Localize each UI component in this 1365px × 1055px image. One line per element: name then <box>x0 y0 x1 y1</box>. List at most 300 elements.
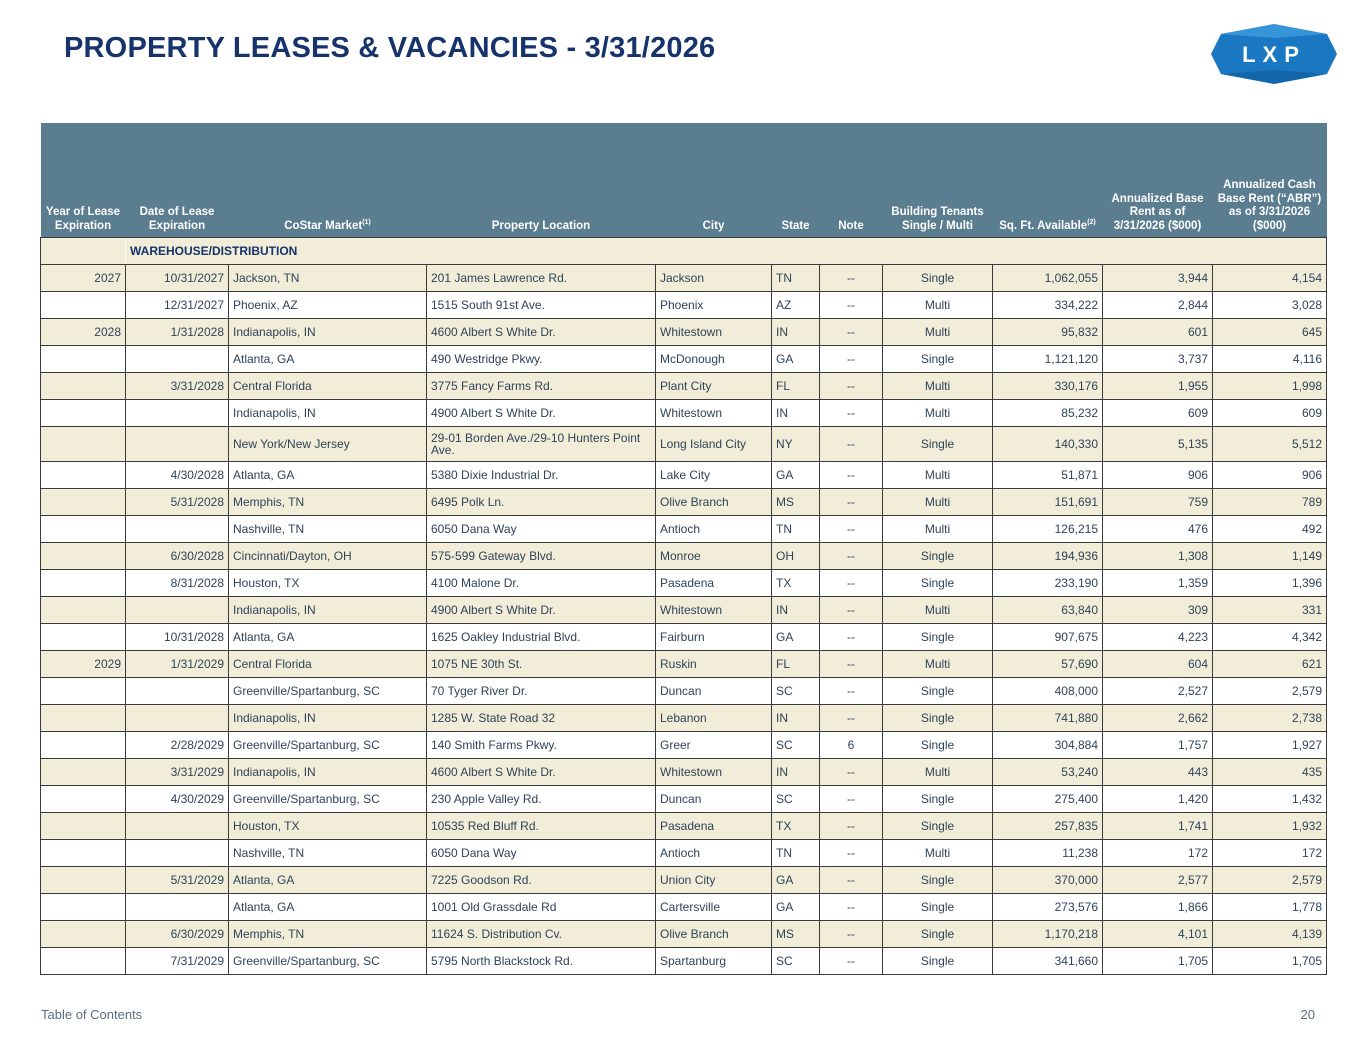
date-cell <box>126 427 229 462</box>
sqft-cell: 1,062,055 <box>993 265 1103 292</box>
table-row <box>41 867 1327 894</box>
city-cell: Whitestown <box>656 597 772 624</box>
sqft-cell: 140,330 <box>993 427 1103 462</box>
table-row <box>41 292 1327 319</box>
leases-table-wrap <box>40 123 1326 975</box>
state-cell: OH <box>772 543 820 570</box>
abr-cell: 1,757 <box>1103 732 1213 759</box>
city-cell: Olive Branch <box>656 489 772 516</box>
market-cell: Atlanta, GA <box>229 624 427 651</box>
date-cell: 1/31/2028 <box>126 319 229 346</box>
market-cell: Cincinnati/Dayton, OH <box>229 543 427 570</box>
section-row <box>41 238 1327 265</box>
cash-abr-cell: 1,998 <box>1213 373 1327 400</box>
note-cell: -- <box>820 373 883 400</box>
abr-cell: 5,135 <box>1103 427 1213 462</box>
location-cell: 6050 Dana Way <box>427 840 656 867</box>
sqft-cell: 11,238 <box>993 840 1103 867</box>
state-cell: IN <box>772 400 820 427</box>
city-cell: Plant City <box>656 373 772 400</box>
table-row <box>41 427 1327 462</box>
state-cell: GA <box>772 462 820 489</box>
table-row <box>41 489 1327 516</box>
market-cell: Indianapolis, IN <box>229 597 427 624</box>
table-row <box>41 786 1327 813</box>
table-row <box>41 894 1327 921</box>
cash-abr-cell: 621 <box>1213 651 1327 678</box>
state-cell: MS <box>772 921 820 948</box>
note-cell: -- <box>820 489 883 516</box>
table-row <box>41 651 1327 678</box>
table-row <box>41 705 1327 732</box>
market-cell: Atlanta, GA <box>229 462 427 489</box>
year-cell <box>41 813 126 840</box>
table-row <box>41 624 1327 651</box>
date-cell: 12/31/2027 <box>126 292 229 319</box>
note-cell: -- <box>820 867 883 894</box>
sqft-cell: 151,691 <box>993 489 1103 516</box>
table-row <box>41 948 1327 975</box>
note-cell: -- <box>820 948 883 975</box>
market-cell: Phoenix, AZ <box>229 292 427 319</box>
page-number: 20 <box>1300 1007 1315 1022</box>
year-cell: 2029 <box>41 651 126 678</box>
note-cell: -- <box>820 516 883 543</box>
tenants-cell: Single <box>883 624 993 651</box>
leases-table <box>40 123 1327 975</box>
market-cell: Greenville/Spartanburg, SC <box>229 786 427 813</box>
location-cell: 70 Tyger River Dr. <box>427 678 656 705</box>
note-cell: -- <box>820 543 883 570</box>
section-label: WAREHOUSE/DISTRIBUTION <box>126 238 1327 265</box>
city-cell: Olive Branch <box>656 921 772 948</box>
city-cell: Cartersville <box>656 894 772 921</box>
market-cell: Greenville/Spartanburg, SC <box>229 732 427 759</box>
note-cell: -- <box>820 462 883 489</box>
note-cell: -- <box>820 813 883 840</box>
location-cell: 4900 Albert S White Dr. <box>427 597 656 624</box>
city-cell: McDonough <box>656 346 772 373</box>
location-cell: 201 James Lawrence Rd. <box>427 265 656 292</box>
cash-abr-cell: 4,154 <box>1213 265 1327 292</box>
tenants-cell: Single <box>883 894 993 921</box>
abr-cell: 604 <box>1103 651 1213 678</box>
col-tenants: Building Tenants Single / Multi <box>883 123 993 238</box>
table-row <box>41 570 1327 597</box>
abr-cell: 1,866 <box>1103 894 1213 921</box>
note-cell: -- <box>820 265 883 292</box>
tenants-cell: Multi <box>883 319 993 346</box>
market-cell: Memphis, TN <box>229 921 427 948</box>
date-cell: 2/28/2029 <box>126 732 229 759</box>
year-cell <box>41 346 126 373</box>
abr-cell: 3,944 <box>1103 265 1213 292</box>
tenants-cell: Multi <box>883 462 993 489</box>
location-cell: 1515 South 91st Ave. <box>427 292 656 319</box>
note-cell: -- <box>820 400 883 427</box>
date-cell <box>126 894 229 921</box>
tenants-cell: Single <box>883 427 993 462</box>
cash-abr-cell: 4,116 <box>1213 346 1327 373</box>
market-cell: Atlanta, GA <box>229 894 427 921</box>
city-cell: Fairburn <box>656 624 772 651</box>
cash-abr-cell: 609 <box>1213 400 1327 427</box>
abr-cell: 601 <box>1103 319 1213 346</box>
abr-cell: 1,741 <box>1103 813 1213 840</box>
table-row <box>41 759 1327 786</box>
note-cell: -- <box>820 292 883 319</box>
location-cell: 1075 NE 30th St. <box>427 651 656 678</box>
date-cell <box>126 516 229 543</box>
date-cell <box>126 840 229 867</box>
location-cell: 5380 Dixie Industrial Dr. <box>427 462 656 489</box>
note-cell: -- <box>820 570 883 597</box>
location-cell: 230 Apple Valley Rd. <box>427 786 656 813</box>
tenants-cell: Single <box>883 786 993 813</box>
col-sqft: Sq. Ft. Available$^{(2)}$ <box>993 123 1103 238</box>
market-cell: Central Florida <box>229 373 427 400</box>
date-cell: 4/30/2029 <box>126 786 229 813</box>
date-cell: 10/31/2027 <box>126 265 229 292</box>
sqft-cell: 1,121,120 <box>993 346 1103 373</box>
city-cell: Union City <box>656 867 772 894</box>
cash-abr-cell: 1,927 <box>1213 732 1327 759</box>
location-cell: 1001 Old Grassdale Rd <box>427 894 656 921</box>
col-note: Note <box>820 123 883 238</box>
tenants-cell: Single <box>883 867 993 894</box>
sqft-cell: 257,835 <box>993 813 1103 840</box>
table-row <box>41 319 1327 346</box>
tenants-cell: Single <box>883 570 993 597</box>
market-cell: Memphis, TN <box>229 489 427 516</box>
year-cell <box>41 543 126 570</box>
tenants-cell: Single <box>883 948 993 975</box>
table-row <box>41 265 1327 292</box>
tenants-cell: Multi <box>883 651 993 678</box>
tenants-cell: Multi <box>883 373 993 400</box>
abr-cell: 309 <box>1103 597 1213 624</box>
table-row <box>41 732 1327 759</box>
note-cell: -- <box>820 786 883 813</box>
city-cell: Duncan <box>656 786 772 813</box>
table-row <box>41 516 1327 543</box>
state-cell: SC <box>772 678 820 705</box>
tenants-cell: Single <box>883 732 993 759</box>
date-cell <box>126 678 229 705</box>
date-cell: 5/31/2028 <box>126 489 229 516</box>
year-cell <box>41 489 126 516</box>
tenants-cell: Multi <box>883 489 993 516</box>
year-cell: 2028 <box>41 319 126 346</box>
tenants-cell: Multi <box>883 759 993 786</box>
year-cell: 2027 <box>41 265 126 292</box>
market-cell: Indianapolis, IN <box>229 759 427 786</box>
city-cell: Monroe <box>656 543 772 570</box>
table-row <box>41 373 1327 400</box>
cash-abr-cell: 1,432 <box>1213 786 1327 813</box>
state-cell: IN <box>772 705 820 732</box>
date-cell <box>126 813 229 840</box>
state-cell: AZ <box>772 292 820 319</box>
sqft-cell: 85,232 <box>993 400 1103 427</box>
location-cell: 490 Westridge Pkwy. <box>427 346 656 373</box>
tenants-cell: Multi <box>883 516 993 543</box>
tenants-cell: Single <box>883 265 993 292</box>
tenants-cell: Multi <box>883 292 993 319</box>
tenants-cell: Multi <box>883 400 993 427</box>
note-cell: -- <box>820 705 883 732</box>
cash-abr-cell: 331 <box>1213 597 1327 624</box>
table-row <box>41 921 1327 948</box>
abr-cell: 1,705 <box>1103 948 1213 975</box>
note-cell: -- <box>820 894 883 921</box>
state-cell: IN <box>772 319 820 346</box>
cash-abr-cell: 2,579 <box>1213 867 1327 894</box>
year-cell <box>41 867 126 894</box>
city-cell: Spartanburg <box>656 948 772 975</box>
sqft-cell: 63,840 <box>993 597 1103 624</box>
col-year: Year of Lease Expiration <box>41 123 126 238</box>
location-cell: 4600 Albert S White Dr. <box>427 319 656 346</box>
year-cell <box>41 462 126 489</box>
table-header-row <box>41 123 1327 238</box>
market-cell: Central Florida <box>229 651 427 678</box>
abr-cell: 2,662 <box>1103 705 1213 732</box>
state-cell: SC <box>772 786 820 813</box>
cash-abr-cell: 4,342 <box>1213 624 1327 651</box>
location-cell: 140 Smith Farms Pkwy. <box>427 732 656 759</box>
market-cell: New York/New Jersey <box>229 427 427 462</box>
logo-text: LXP <box>1242 42 1306 67</box>
date-cell: 3/31/2029 <box>126 759 229 786</box>
market-cell: Indianapolis, IN <box>229 319 427 346</box>
note-cell: -- <box>820 759 883 786</box>
col-market: CoStar Market$^{(1)}$ <box>229 123 427 238</box>
note-cell: -- <box>820 597 883 624</box>
note-cell: -- <box>820 427 883 462</box>
note-cell: -- <box>820 651 883 678</box>
state-cell: NY <box>772 427 820 462</box>
tenants-cell: Multi <box>883 840 993 867</box>
year-cell <box>41 705 126 732</box>
col-state: State <box>772 123 820 238</box>
cash-abr-cell: 1,149 <box>1213 543 1327 570</box>
year-cell <box>41 894 126 921</box>
sqft-cell: 126,215 <box>993 516 1103 543</box>
market-cell: Atlanta, GA <box>229 867 427 894</box>
abr-cell: 1,420 <box>1103 786 1213 813</box>
date-cell: 5/31/2029 <box>126 867 229 894</box>
sqft-cell: 1,170,218 <box>993 921 1103 948</box>
sqft-cell: 334,222 <box>993 292 1103 319</box>
note-cell: -- <box>820 319 883 346</box>
table-row <box>41 346 1327 373</box>
note-cell: -- <box>820 346 883 373</box>
city-cell: Whitestown <box>656 759 772 786</box>
abr-cell: 172 <box>1103 840 1213 867</box>
table-row <box>41 840 1327 867</box>
state-cell: GA <box>772 867 820 894</box>
date-cell: 8/31/2028 <box>126 570 229 597</box>
cash-abr-cell: 645 <box>1213 319 1327 346</box>
city-cell: Ruskin <box>656 651 772 678</box>
market-cell: Houston, TX <box>229 570 427 597</box>
year-cell <box>41 373 126 400</box>
location-cell: 4100 Malone Dr. <box>427 570 656 597</box>
city-cell: Pasadena <box>656 570 772 597</box>
sqft-cell: 408,000 <box>993 678 1103 705</box>
market-cell: Indianapolis, IN <box>229 705 427 732</box>
col-cash-abr: Annualized Cash Base Rent (“ABR”) as of 3/31/2026 ($000) <box>1213 123 1327 238</box>
cash-abr-cell: 3,028 <box>1213 292 1327 319</box>
date-cell: 1/31/2029 <box>126 651 229 678</box>
state-cell: FL <box>772 651 820 678</box>
market-cell: Atlanta, GA <box>229 346 427 373</box>
cash-abr-cell: 1,932 <box>1213 813 1327 840</box>
state-cell: TN <box>772 840 820 867</box>
sqft-cell: 95,832 <box>993 319 1103 346</box>
state-cell: IN <box>772 759 820 786</box>
state-cell: FL <box>772 373 820 400</box>
abr-cell: 3,737 <box>1103 346 1213 373</box>
state-cell: GA <box>772 624 820 651</box>
city-cell: Pasadena <box>656 813 772 840</box>
sqft-cell: 51,871 <box>993 462 1103 489</box>
city-cell: Antioch <box>656 516 772 543</box>
cash-abr-cell: 1,778 <box>1213 894 1327 921</box>
market-cell: Jackson, TN <box>229 265 427 292</box>
state-cell: TN <box>772 265 820 292</box>
year-cell <box>41 427 126 462</box>
sqft-cell: 233,190 <box>993 570 1103 597</box>
tenants-cell: Single <box>883 705 993 732</box>
abr-cell: 476 <box>1103 516 1213 543</box>
location-cell: 4900 Albert S White Dr. <box>427 400 656 427</box>
sqft-cell: 741,880 <box>993 705 1103 732</box>
location-cell: 1285 W. State Road 32 <box>427 705 656 732</box>
note-cell: 6 <box>820 732 883 759</box>
year-cell <box>41 948 126 975</box>
market-cell: Nashville, TN <box>229 840 427 867</box>
note-cell: -- <box>820 678 883 705</box>
location-cell: 10535 Red Bluff Rd. <box>427 813 656 840</box>
location-cell: 7225 Goodson Rd. <box>427 867 656 894</box>
state-cell: SC <box>772 732 820 759</box>
table-row <box>41 543 1327 570</box>
state-cell: TN <box>772 516 820 543</box>
year-cell <box>41 292 126 319</box>
city-cell: Antioch <box>656 840 772 867</box>
cash-abr-cell: 2,579 <box>1213 678 1327 705</box>
tenants-cell: Single <box>883 346 993 373</box>
lxp-logo <box>1211 24 1337 84</box>
state-cell: TX <box>772 570 820 597</box>
state-cell: GA <box>772 346 820 373</box>
table-row <box>41 597 1327 624</box>
location-cell: 575-599 Gateway Blvd. <box>427 543 656 570</box>
note-cell: -- <box>820 624 883 651</box>
sqft-cell: 275,400 <box>993 786 1103 813</box>
city-cell: Jackson <box>656 265 772 292</box>
location-cell: 1625 Oakley Industrial Blvd. <box>427 624 656 651</box>
sqft-cell: 370,000 <box>993 867 1103 894</box>
market-cell: Greenville/Spartanburg, SC <box>229 678 427 705</box>
sqft-cell: 194,936 <box>993 543 1103 570</box>
cash-abr-cell: 789 <box>1213 489 1327 516</box>
year-cell <box>41 624 126 651</box>
market-cell: Houston, TX <box>229 813 427 840</box>
date-cell <box>126 400 229 427</box>
year-cell <box>41 921 126 948</box>
year-cell <box>41 570 126 597</box>
state-cell: IN <box>772 597 820 624</box>
cash-abr-cell: 906 <box>1213 462 1327 489</box>
location-cell: 29-01 Borden Ave./29-10 Hunters Point Ave. <box>427 427 656 462</box>
col-abr: Annualized Base Rent as of 3/31/2026 ($000) <box>1103 123 1213 238</box>
date-cell: 6/30/2028 <box>126 543 229 570</box>
year-cell <box>41 516 126 543</box>
table-of-contents-link[interactable]: Table of Contents <box>41 1007 143 1022</box>
tenants-cell: Single <box>883 921 993 948</box>
col-city: City <box>656 123 772 238</box>
market-cell: Greenville/Spartanburg, SC <box>229 948 427 975</box>
year-cell <box>41 732 126 759</box>
market-cell: Nashville, TN <box>229 516 427 543</box>
cash-abr-cell: 1,705 <box>1213 948 1327 975</box>
sqft-cell: 57,690 <box>993 651 1103 678</box>
table-row <box>41 813 1327 840</box>
abr-cell: 759 <box>1103 489 1213 516</box>
col-location: Property Location <box>427 123 656 238</box>
year-cell <box>41 840 126 867</box>
city-cell: Lake City <box>656 462 772 489</box>
date-cell: 4/30/2028 <box>126 462 229 489</box>
abr-cell: 1,359 <box>1103 570 1213 597</box>
table-row <box>41 678 1327 705</box>
abr-cell: 1,955 <box>1103 373 1213 400</box>
table-row <box>41 462 1327 489</box>
tenants-cell: Single <box>883 678 993 705</box>
page-title: PROPERTY LEASES & VACANCIES - 3/31/2026 <box>64 32 716 64</box>
abr-cell: 1,308 <box>1103 543 1213 570</box>
cash-abr-cell: 4,139 <box>1213 921 1327 948</box>
tenants-cell: Multi <box>883 597 993 624</box>
year-cell <box>41 400 126 427</box>
year-cell <box>41 597 126 624</box>
cash-abr-cell: 2,738 <box>1213 705 1327 732</box>
abr-cell: 2,577 <box>1103 867 1213 894</box>
abr-cell: 4,101 <box>1103 921 1213 948</box>
location-cell: 6050 Dana Way <box>427 516 656 543</box>
date-cell <box>126 597 229 624</box>
cash-abr-cell: 172 <box>1213 840 1327 867</box>
date-cell: 7/31/2029 <box>126 948 229 975</box>
location-cell: 3775 Fancy Farms Rd. <box>427 373 656 400</box>
location-cell: 6495 Polk Ln. <box>427 489 656 516</box>
tenants-cell: Single <box>883 813 993 840</box>
abr-cell: 443 <box>1103 759 1213 786</box>
city-cell: Lebanon <box>656 705 772 732</box>
col-date: Date of Lease Expiration <box>126 123 229 238</box>
date-cell <box>126 346 229 373</box>
abr-cell: 906 <box>1103 462 1213 489</box>
table-row <box>41 400 1327 427</box>
state-cell: SC <box>772 948 820 975</box>
city-cell: Long Island City <box>656 427 772 462</box>
date-cell <box>126 705 229 732</box>
note-cell: -- <box>820 921 883 948</box>
sqft-cell: 273,576 <box>993 894 1103 921</box>
